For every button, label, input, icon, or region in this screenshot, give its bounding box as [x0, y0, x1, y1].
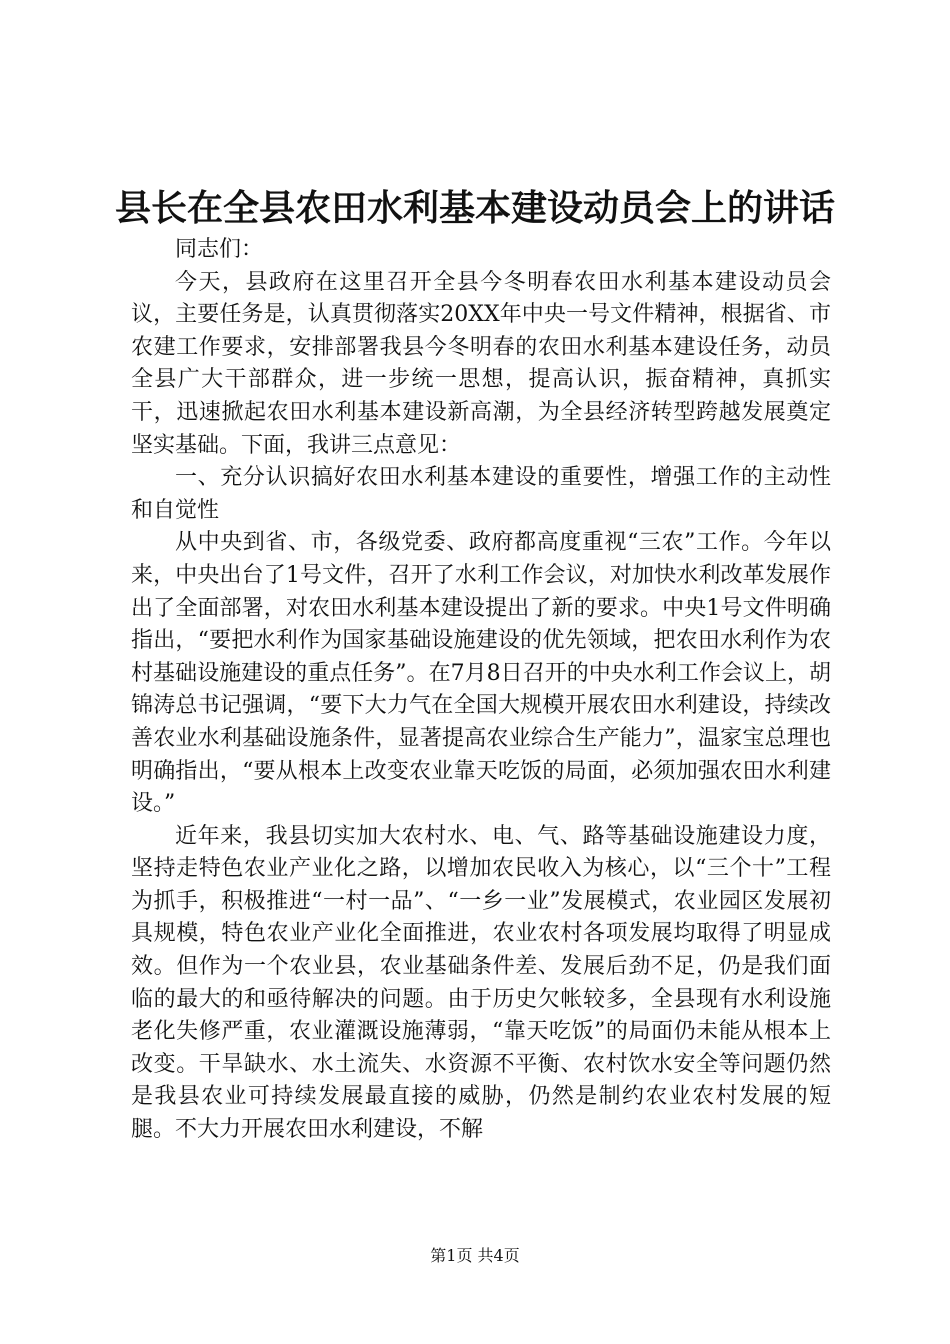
document-title: 县长在全县农田水利基本建设动员会上的讲话 [114, 187, 835, 229]
page-number-label: 第1页 共4页 [430, 1246, 520, 1265]
body-paragraph: 近年来，我县切实加大农村水、电、气、路等基础设施建设力度，坚持走特色农业产业化之路，以增加农民收入为核心，以“三个十”工程为抓手，积极推进“一村一品”、“一乡一业”发展模式，农业园区发展初具规模，特色农业产业化全面推进，农业农村各项发展均取得了明显成效。但作为一个农业县，农业基础条件差、发展后劲不足，仍是我们面临的最大的和亟待解决的问题。由于历史欠帐较多，全县现有水利设施老化失修严重，农业灌溉设施薄弱，“靠天吃饭”的局面仍未能从根本上改变。干旱缺水、水土流失、水资源不平衡、农村饮水安全等问题仍然是我县农业可持续发展最直接的威胁，仍然是制约农业农村发展的短腿。不大力开展农田水利建设，不解 [131, 823, 831, 1143]
body-paragraph: 今天，县政府在这里召开全县今冬明春农田水利基本建设动员会议，主要任务是，认真贯彻落实20XX年中央一号文件精神，根据省、市农建工作要求，安排部署我县今冬明春的农田水利基本建设任务，动员全县广大干部群众，进一步统一思想，提高认识，振奋精神，真抓实干，迅速掀起农田水利基本建设新高潮，为全县经济转型跨越发展奠定坚实基础。下面，我讲三点意见： [131, 269, 831, 458]
document-body [131, 234, 831, 1147]
salutation: 同志们： [175, 237, 264, 262]
body-paragraph: 从中央到省、市，各级党委、政府都高度重视“三农”工作。今年以来，中央出台了1号文件，召开了水利工作会议，对加快水利改革发展作出了全面部署，对农田水利基本建设提出了新的要求。中央1号文件明确指出，“要把水利作为国家基础设施建设的优先领域，把农田水利作为农村基础设施建设的重点任务”。在7月8日召开的中央水利工作会议上，胡锦涛总书记强调，“要下大力气在全国大规模开展农田水利建设，持续改善农业水利基础设施条件，显著提高农业综合生产能力”，温家宝总理也明确指出，“要从根本上改变农业靠天吃饭的局面，必须加强农田水利建设。” [131, 530, 831, 817]
page-footer [0, 1245, 950, 1267]
section-heading: 一、充分认识搞好农田水利基本建设的重要性，增强工作的主动性和自觉性 [131, 465, 831, 523]
